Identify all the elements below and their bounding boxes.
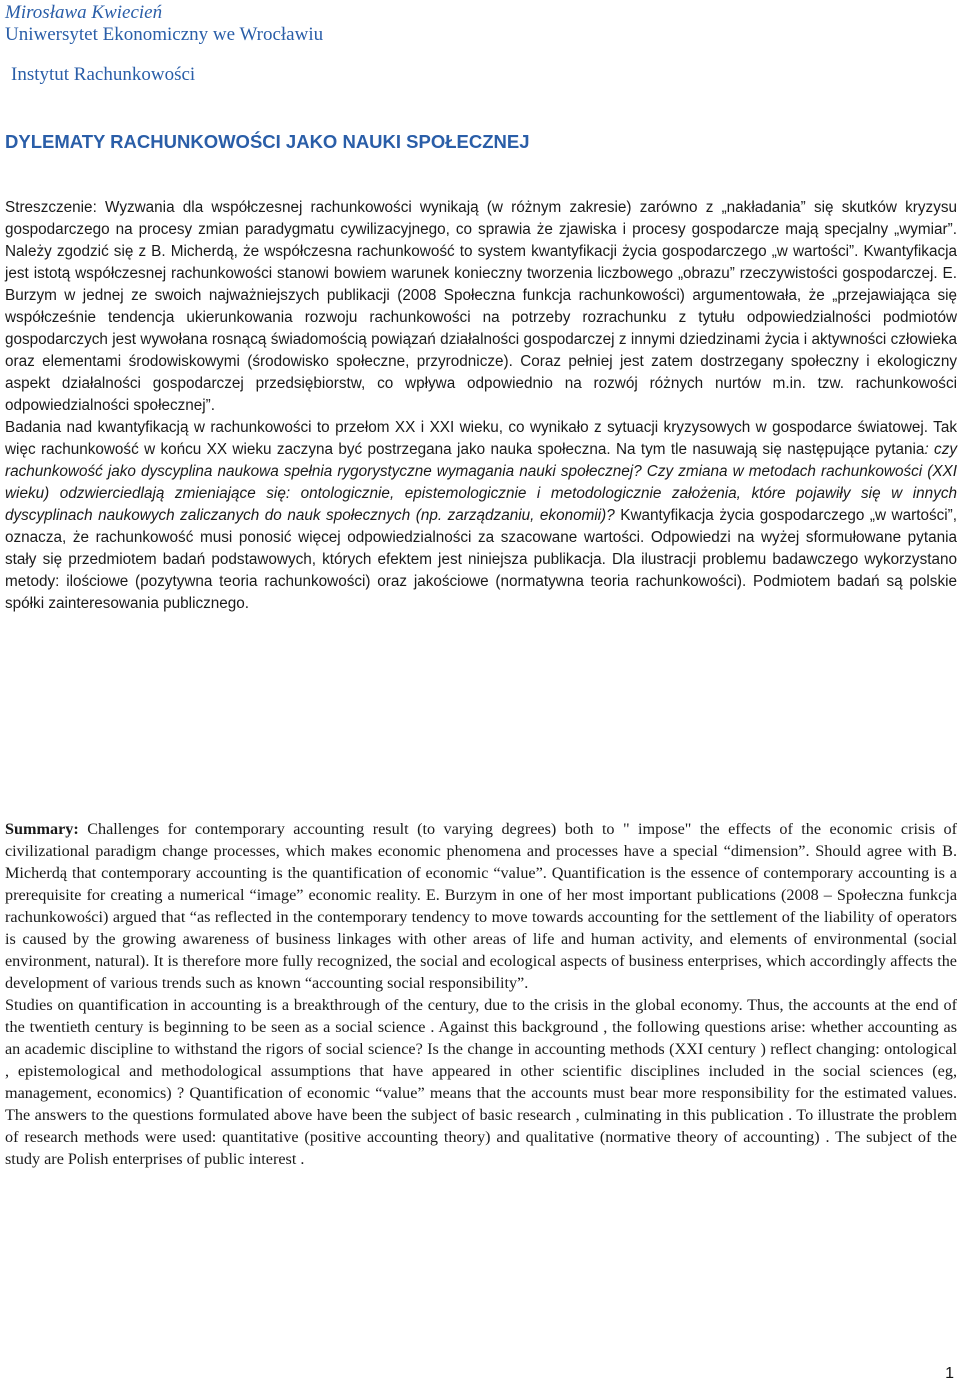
abstract-questions: : czy rachunkowość jako dyscyplina naukowa spełnia rygorystyczne wymagania nauki społecznej? Czy zmiana w metodach rachunkowości (XXI wieku) odzwierciedlają zmieniające się: ontologicznie, epistemologicznie i metodologicznie założenia, które pojawiły się w innych dyscyplinach naukowych zaliczanych do nauk społecznych (np. zarządzaniu, ekonomii)?: [5, 441, 958, 524]
summary-label: Summary:: [5, 820, 79, 838]
abstract-label: Streszczenie:: [5, 199, 97, 216]
summary-paragraph-2: [5, 994, 957, 1170]
abstract-paragraph-2: [5, 417, 957, 615]
header-block: [5, 2, 945, 86]
institute-name: Instytut Rachunkowości: [11, 64, 196, 85]
abstract-text-2a: Badania nad kwantyfikacją w rachunkowości to przełom XX i XXI wieku, co wynikało z sytuacji kryzysowych w gospodarce światowej. Tak więc rachunkowość w końcu XX wieku zaczyna być postrzegana jako nauka społeczna. Na tym tle nasuwają się następujące pytania: [5, 419, 957, 458]
page-number: 1: [945, 1365, 954, 1382]
abstract-text-2b: Kwantyfikacja życia gospodarczego „w wartości”, oznacza, że rachunkowość musi ponosić więcej odpowiedzialności za szacowane wartości. Odpowiedzi na wyżej sformułowane pytania stały się przedmiotem badań podstawowych, których efektem jest niniejsza publikacja. Dla ilustracji problemu badawczego wykorzystano metody: ilościowe (pozytywna teoria rachunkowości) oraz jakościowe (normatywna teoria rachunkowości). Podmiotem badań są polskie spółki zainteresowania publicznego.: [5, 507, 957, 612]
abstract-text-1: Wyzwania dla współczesnej rachunkowości wynikają (w różnym zakresie) zarówno z „nakładania” się skutków kryzysu gospodarczego na procesy zmian paradygmatu cywilizacyjnego, co sprawia że zjawiska i procesy gospodarcze mają specjalny „wymiar”. Należy zgodzić się z B. Micherdą, że współczesna rachunkowość to system kwantyfikacji życia gospodarczego „w wartości”. Kwantyfikacja jest istotą współczesnej rachunkowości stanowi bowiem warunek konieczny tworzenia liczbowego „obrazu” rzeczywistości gospodarczej. E. Burzym w jednej ze swoich najważniejszych publikacji (2008 Społeczna funkcja rachunkowości) argumentowała, że „przejawiająca się współcześnie tendencja ukierunkowania rozwoju rachunkowości na potrzeby rozrachunku z tytułu odpowiedzialności podmiotów gospodarczych jest wywołana rosnącą świadomością powiązań działalności gospodarczej z innymi dziedzinami życia i aktywności człowieka oraz elementami środowiskowymi (środowisko społeczne, przyrodnicze). Coraz pełniej jest zatem dostrzegany społeczny i ekologiczny aspekt działalności gospodarczej przedsiębiorstw, co wpływa odpowiednio na rozwój różnych nurtów m.in. tzw. rachunkowości odpowiedzialności społecznej”.: [5, 199, 957, 414]
university-name: Uniwersytet Ekonomiczny we Wrocławiu: [5, 24, 324, 45]
abstract-polish: [5, 197, 957, 615]
summary-text-2: Studies on quantification in accounting is a breakthrough of the century, due to the crisis in the global economy. Thus, the accounts at the end of the twentieth century is beginning to be seen as a social science . Against this background , the following questions arise: whether accounting as an academic discipline to withstand the rigors of social science? Is the change in accounting methods (XXI century ) reflect changing: ontological , epistemological and methodological assumptions that have appeared in other scientific disciplines included in the social sciences (eg, management, economics) ? Quantification of economic “value” means that the accounts must bear more responsibility for the estimated values. The answers to the questions formulated above have been the subject of basic research , culminating in this publication . To illustrate the problem of research methods were used: quantitative (positive accounting theory) and qualitative (normative theory of accounting) . The subject of the study are Polish enterprises of public interest .: [5, 996, 957, 1168]
summary-paragraph-1: [5, 818, 957, 994]
abstract-paragraph-1: [5, 197, 957, 417]
paper-title: DYLEMATY RACHUNKOWOŚCI JAKO NAUKI SPOŁECZNEJ: [5, 131, 530, 152]
summary-english: [5, 818, 957, 1170]
author-name: Mirosława Kwiecień: [5, 2, 163, 23]
summary-text-1: Challenges for contemporary accounting result (to varying degrees) both to " impose" the effects of the economic crisis of civilizational paradigm change processes, which makes economic phenomena and processes have a special “dimension”. Should agree with B. Micherdą that contemporary accounting is the quantification of economic “value”. Quantification is the essence of contemporary accounting is a prerequisite for creating a numerical “image” economic reality. E. Burzym in one of her most important publications (2008 – Społeczna funkcja rachunkowości) argued that “as reflected in the contemporary tendency to move towards accounting for the settlement of the liability of operators is caused by the growing awareness of business linkages with other areas of life and human activity, and elements of environmental (social environment, natural). It is therefore more fully recognized, the social and ecological aspects of business enterprises, which accordingly affects the development of various trends such as known “accounting social responsibility”.: [5, 820, 957, 992]
